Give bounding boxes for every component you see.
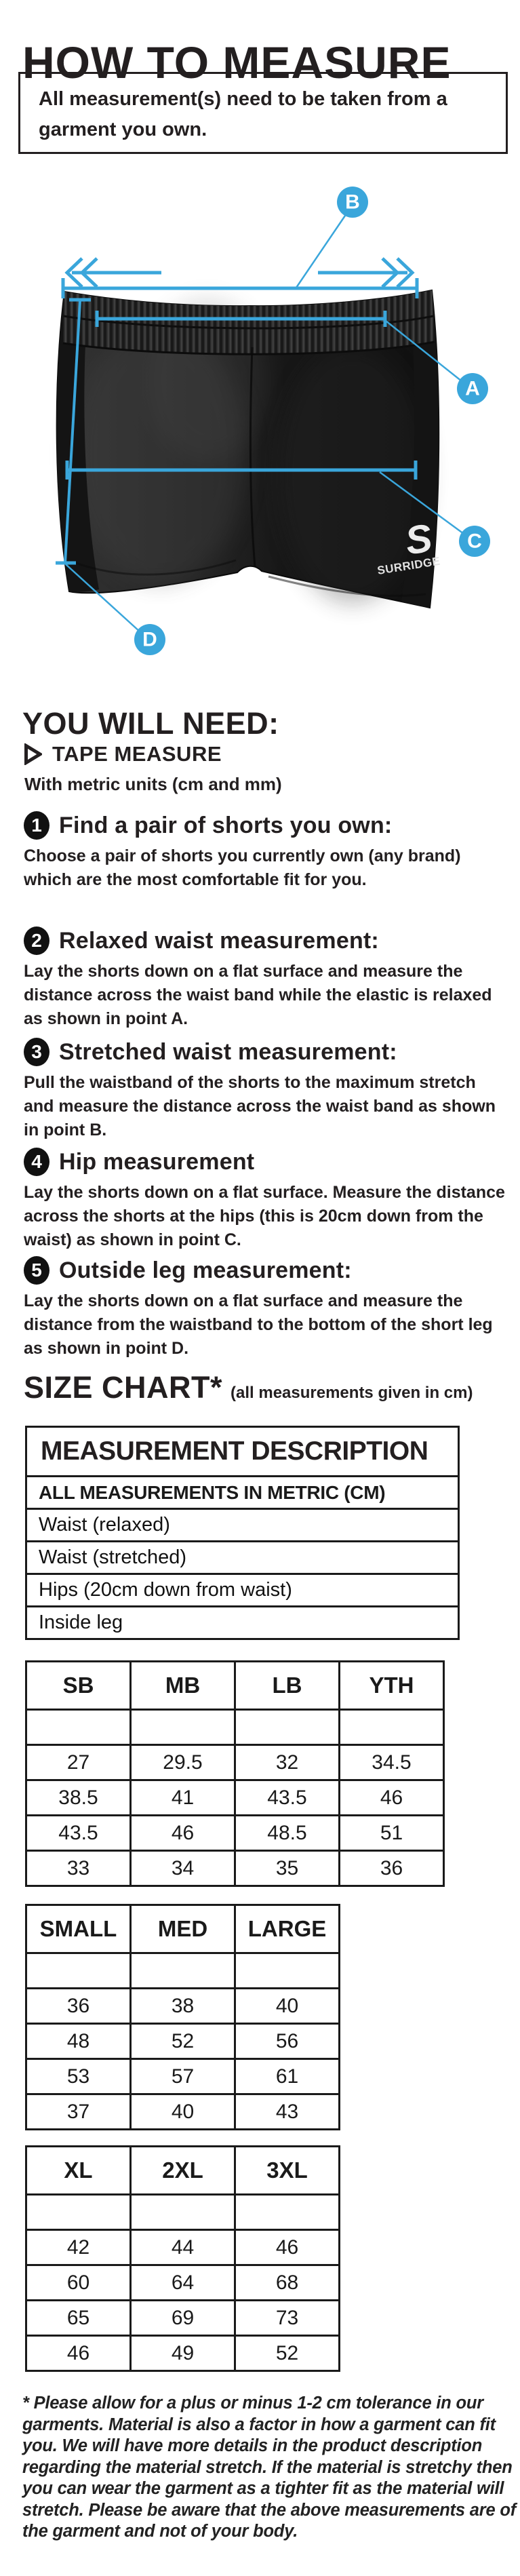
play-triangle-icon xyxy=(24,743,42,765)
size-cell: 46 xyxy=(235,2230,340,2265)
size-table-boys-youth xyxy=(25,1660,445,1887)
size-cell xyxy=(235,1710,340,1745)
step-3-heading xyxy=(24,1038,512,1066)
step-1-number-badge: 1 xyxy=(24,811,49,840)
notice-box xyxy=(18,72,508,154)
size-cell xyxy=(131,1953,235,1989)
step-2-title: Relaxed waist measurement: xyxy=(59,927,379,954)
size-cell: 35 xyxy=(235,1851,340,1886)
step-4-title: Hip measurement xyxy=(59,1148,255,1175)
size-cell xyxy=(26,1710,131,1745)
size-cell: 43.5 xyxy=(26,1816,131,1851)
size-cell: 73 xyxy=(235,2301,340,2336)
size-cell: 42 xyxy=(26,2230,131,2265)
size-cell: 40 xyxy=(235,1989,340,2024)
size-cell: 57 xyxy=(131,2059,235,2094)
size-row xyxy=(26,2024,340,2059)
size-table-header-row xyxy=(26,2147,340,2195)
size-cell: 34 xyxy=(131,1851,235,1886)
description-row-waist-stretched: Waist (stretched) xyxy=(27,1540,458,1573)
size-cell: 32 xyxy=(235,1745,340,1780)
step-5-title: Outside leg measurement: xyxy=(59,1257,352,1283)
leader-line-b xyxy=(296,216,345,288)
shorts-figure-svg xyxy=(0,183,520,688)
size-cell: 46 xyxy=(340,1780,444,1816)
size-row xyxy=(26,1745,444,1780)
step-5-body: Lay the shorts down on a flat surface and measure the distance from the waistband to the bottom of the short leg as shown in point D. xyxy=(24,1291,493,1358)
size-row xyxy=(26,1816,444,1851)
size-cell: 49 xyxy=(131,2336,235,2371)
step-2-heading xyxy=(24,926,512,955)
size-row xyxy=(26,2094,340,2130)
size-cell xyxy=(340,1710,444,1745)
step-1-body: Choose a pair of shorts you currently own (any brand) which are the most comfortable fit for you. xyxy=(24,846,461,889)
size-table-small-med-large xyxy=(25,1904,340,2130)
size-column-header: SMALL xyxy=(26,1905,131,1953)
surridge-logo-mark: S xyxy=(402,515,435,564)
size-column-header: 3XL xyxy=(235,2147,340,2195)
tolerance-footnote: * Please allow for a plus or minus 1-2 cm tolerance in our garments. Material is also a factor in how a garment can fit you. We will have more details in the product description regarding the material stretch. If the material is stretchy then you can wear the garment as a tighter fit as the material will stretch. Please be aware that the above measurements are of the garment and not of your body. xyxy=(22,2394,517,2541)
point-badge-d-label: D xyxy=(142,628,157,651)
size-cell: 68 xyxy=(235,2265,340,2301)
shorts-photo xyxy=(57,290,441,608)
size-column-header: 2XL xyxy=(131,2147,235,2195)
size-cell: 51 xyxy=(340,1816,444,1851)
size-cell: 34.5 xyxy=(340,1745,444,1780)
size-cell: 41 xyxy=(131,1780,235,1816)
size-table-header-row xyxy=(26,1905,340,1953)
step-4-number-badge: 4 xyxy=(24,1148,49,1176)
tape-measure-label: TAPE MEASURE xyxy=(52,742,222,766)
size-cell: 36 xyxy=(340,1851,444,1886)
size-column-header: SB xyxy=(26,1662,131,1710)
size-chart-heading: SIZE CHART* xyxy=(24,1370,223,1405)
step-3-body: Pull the waistband of the shorts to the maximum stretch and measure the distance across the waist band as shown in point B. xyxy=(24,1073,496,1139)
step-3-title: Stretched waist measurement: xyxy=(59,1038,397,1065)
you-will-need-heading: YOU WILL NEED: xyxy=(22,706,279,741)
size-cell: 69 xyxy=(131,2301,235,2336)
point-badge-b xyxy=(337,187,368,218)
point-badge-c-label: C xyxy=(467,530,482,553)
step-4 xyxy=(24,1148,512,1252)
size-cell: 64 xyxy=(131,2265,235,2301)
size-cell: 61 xyxy=(235,2059,340,2094)
measurement-description-table xyxy=(25,1426,460,1640)
point-badge-c xyxy=(459,526,490,557)
size-cell: 40 xyxy=(131,2094,235,2130)
size-cell: 48 xyxy=(26,2024,131,2059)
step-1-heading xyxy=(24,811,512,840)
point-badge-a-label: A xyxy=(465,377,480,400)
description-row-hips: Hips (20cm down from waist) xyxy=(27,1573,458,1605)
size-cell: 27 xyxy=(26,1745,131,1780)
size-chart-heading-note: (all measurements given in cm) xyxy=(231,1384,473,1402)
size-cell: 29.5 xyxy=(131,1745,235,1780)
size-cell: 43 xyxy=(235,2094,340,2130)
size-cell: 37 xyxy=(26,2094,131,2130)
size-row xyxy=(26,2301,340,2336)
size-cell: 48.5 xyxy=(235,1816,340,1851)
size-row xyxy=(26,2230,340,2265)
size-row xyxy=(26,2336,340,2371)
size-cell xyxy=(26,1953,131,1989)
size-cell: 60 xyxy=(26,2265,131,2301)
size-column-header: YTH xyxy=(340,1662,444,1710)
size-cell: 52 xyxy=(235,2336,340,2371)
size-cell: 38 xyxy=(131,1989,235,2024)
size-cell: 33 xyxy=(26,1851,131,1886)
size-row xyxy=(26,1953,340,1989)
size-cell xyxy=(235,1953,340,1989)
step-5-number-badge: 5 xyxy=(24,1256,49,1285)
size-cell xyxy=(26,2195,131,2230)
description-row-inside-leg: Inside leg xyxy=(27,1605,458,1638)
size-table-header-row xyxy=(26,1662,444,1710)
surridge-logo-text: SURRIDGE xyxy=(376,554,441,577)
size-column-header: LB xyxy=(235,1662,340,1710)
size-cell: 46 xyxy=(131,1816,235,1851)
size-table-xl-2xl-3xl xyxy=(25,2145,340,2372)
point-badge-b-label: B xyxy=(345,191,360,214)
step-3-number-badge: 3 xyxy=(24,1038,49,1066)
size-cell: 43.5 xyxy=(235,1780,340,1816)
description-row-waist-relaxed: Waist (relaxed) xyxy=(27,1508,458,1540)
notice-line-2: garment you own. xyxy=(39,119,207,140)
size-cell: 65 xyxy=(26,2301,131,2336)
size-chart-heading-row xyxy=(24,1370,473,1405)
description-table-header: MEASUREMENT DESCRIPTION xyxy=(41,1437,428,1466)
step-1-title: Find a pair of shorts you own: xyxy=(59,812,393,838)
point-badge-a xyxy=(457,373,488,404)
step-2 xyxy=(24,926,512,1031)
point-badge-d xyxy=(134,624,165,655)
size-row xyxy=(26,2195,340,2230)
size-cell xyxy=(235,2195,340,2230)
size-column-header: XL xyxy=(26,2147,131,2195)
size-row xyxy=(26,1851,444,1886)
tape-measure-row xyxy=(24,742,222,766)
size-row xyxy=(26,2265,340,2301)
tape-measure-note: With metric units (cm and mm) xyxy=(24,774,282,794)
size-cell xyxy=(131,2195,235,2230)
size-column-header: MED xyxy=(131,1905,235,1953)
size-cell: 38.5 xyxy=(26,1780,131,1816)
size-row xyxy=(26,2059,340,2094)
step-4-body: Lay the shorts down on a flat surface. Measure the distance across the shorts at the hips (this is 20cm down from the waist) as shown in point C. xyxy=(24,1183,505,1249)
step-5 xyxy=(24,1256,512,1361)
size-row xyxy=(26,1989,340,2024)
page-title: HOW TO MEASURE xyxy=(22,37,452,88)
size-cell: 53 xyxy=(26,2059,131,2094)
step-2-body: Lay the shorts down on a flat surface and measure the distance across the waist band while the elastic is relaxed as shown in point A. xyxy=(24,962,492,1028)
size-cell: 46 xyxy=(26,2336,131,2371)
size-column-header: MB xyxy=(131,1662,235,1710)
notice-line-1: All measurement(s) need to be taken from a xyxy=(39,88,447,110)
size-cell: 36 xyxy=(26,1989,131,2024)
step-4-heading xyxy=(24,1148,512,1176)
size-row xyxy=(26,1710,444,1745)
size-cell xyxy=(131,1710,235,1745)
size-cell: 56 xyxy=(235,2024,340,2059)
size-cell: 52 xyxy=(131,2024,235,2059)
description-row-metric: ALL MEASUREMENTS IN METRIC (CM) xyxy=(27,1475,458,1508)
step-3 xyxy=(24,1038,512,1142)
size-row xyxy=(26,1780,444,1816)
size-column-header: LARGE xyxy=(235,1905,340,1953)
step-1 xyxy=(24,811,512,892)
step-5-heading xyxy=(24,1256,512,1285)
step-2-number-badge: 2 xyxy=(24,926,49,955)
shorts-measurement-figure xyxy=(0,183,520,688)
size-cell: 44 xyxy=(131,2230,235,2265)
